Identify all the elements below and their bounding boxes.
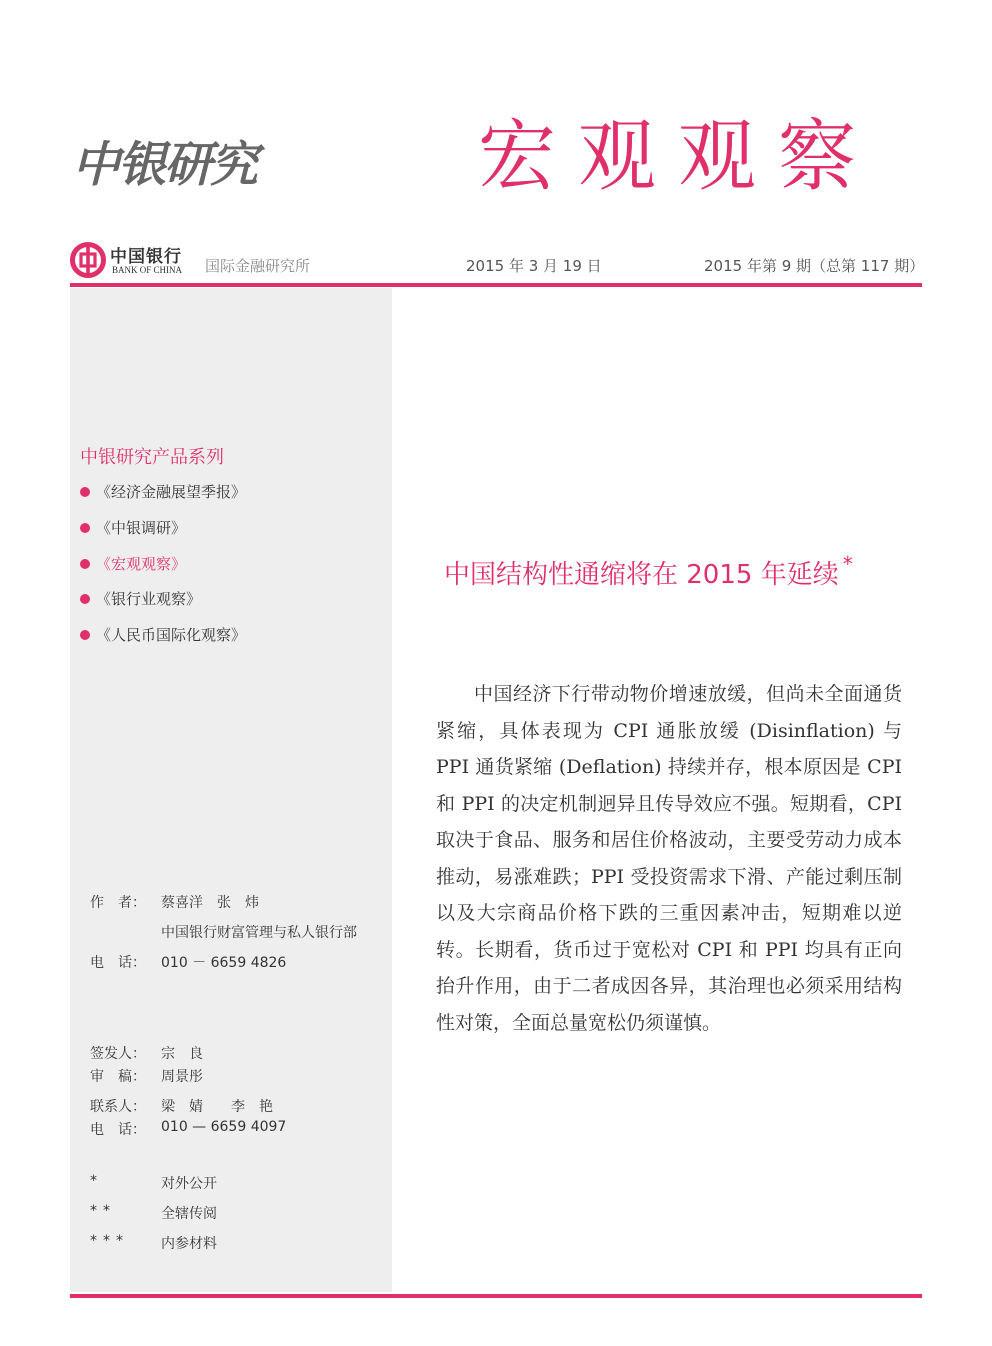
legend-mark: * xyxy=(90,1173,103,1189)
author-phone-label: 电 话： xyxy=(90,955,146,971)
bank-logo xyxy=(70,242,190,278)
contact-phone-label: 电 话： xyxy=(90,1122,146,1138)
author-names: 蔡喜洋 张 炜 xyxy=(161,895,259,911)
contact-phone: 010 — 6659 4097 xyxy=(161,1119,287,1135)
legend-text: 内参材料 xyxy=(161,1236,217,1252)
series-item xyxy=(80,517,186,538)
series-item-label: 《宏观观察》 xyxy=(96,555,187,573)
institute-name: 国际金融研究所 xyxy=(205,257,311,275)
legend-mark: ** xyxy=(90,1203,116,1219)
bank-logo-en: BANK OF CHINA xyxy=(112,265,183,275)
series-item-label: 《经济金融展望季报》 xyxy=(96,483,247,501)
series-item-current xyxy=(80,553,186,574)
author-label: 作 者： xyxy=(90,895,146,911)
bullet-dot-icon xyxy=(80,630,90,640)
series-item xyxy=(80,588,201,609)
series-item-label: 《中银调研》 xyxy=(96,519,187,537)
brand-wordmark: 中银研究 xyxy=(72,137,257,193)
bank-logo-cn: 中国银行 xyxy=(110,247,182,267)
publication-title: 宏观观察 xyxy=(478,112,879,202)
bullet-dot-icon xyxy=(80,523,90,533)
footer-divider xyxy=(70,1294,922,1298)
series-item xyxy=(80,481,246,502)
abstract-paragraph: 中国经济下行带动物价增速放缓，但尚未全面通货紧缩，具体表现为 CPI 通胀放缓 (Disinflation) 与 PPI 通货紧缩 (Deflation) 持续并存，根本原因是 CPI 和 PPI 的决定机制迥异且传导效应不强。短期看，CPI 取决于食品、服务和居住价格波动，主要受劳动力成本推动，易涨难跌；PPI 受投资需求下滑、产能过剩压制以及大宗商品价格下跌的三重因素冲击，短期难以逆转。长期看，货币过于宽松对 CPI 和 PPI 均具有正向抬升作用，由于二者成因各异，其治理也必须采用结构性对策，全面总量宽松仍须谨慎。 xyxy=(436,683,902,1034)
footnote-mark: * xyxy=(842,552,853,576)
reviewer-name: 周景彤 xyxy=(161,1069,203,1085)
series-item-label: 《人民币国际化观察》 xyxy=(96,626,247,644)
publish-date: 2015 年 3 月 19 日 xyxy=(466,257,602,275)
contact-names: 梁 婧 李 艳 xyxy=(161,1099,273,1115)
signer-name: 宗 良 xyxy=(161,1046,203,1062)
article-title xyxy=(444,552,853,591)
legend-mark: *** xyxy=(90,1233,129,1249)
bullet-dot-icon xyxy=(80,594,90,604)
signer-label: 签发人： xyxy=(90,1046,146,1062)
bank-of-china-emblem-icon xyxy=(70,242,106,278)
reviewer-label: 审 稿： xyxy=(90,1069,146,1085)
legend-text: 对外公开 xyxy=(161,1176,217,1192)
series-item-label: 《银行业观察》 xyxy=(96,590,202,608)
author-department: 中国银行财富管理与私人银行部 xyxy=(161,925,357,941)
legend-text: 全辖传阅 xyxy=(161,1206,217,1222)
sidebar-panel xyxy=(70,288,392,1292)
author-phone: 010 － 6659 4826 xyxy=(161,955,287,971)
series-title: 中银研究产品系列 xyxy=(80,447,224,468)
article-title-text: 中国结构性通缩将在 2015 年延续 xyxy=(444,560,839,590)
issue-number: 2015 年第 9 期（总第 117 期） xyxy=(704,257,925,275)
contact-label: 联系人： xyxy=(90,1099,146,1115)
header-divider xyxy=(70,283,922,287)
series-item xyxy=(80,624,246,645)
bullet-dot-icon xyxy=(80,487,90,497)
bullet-dot-icon xyxy=(80,559,90,569)
